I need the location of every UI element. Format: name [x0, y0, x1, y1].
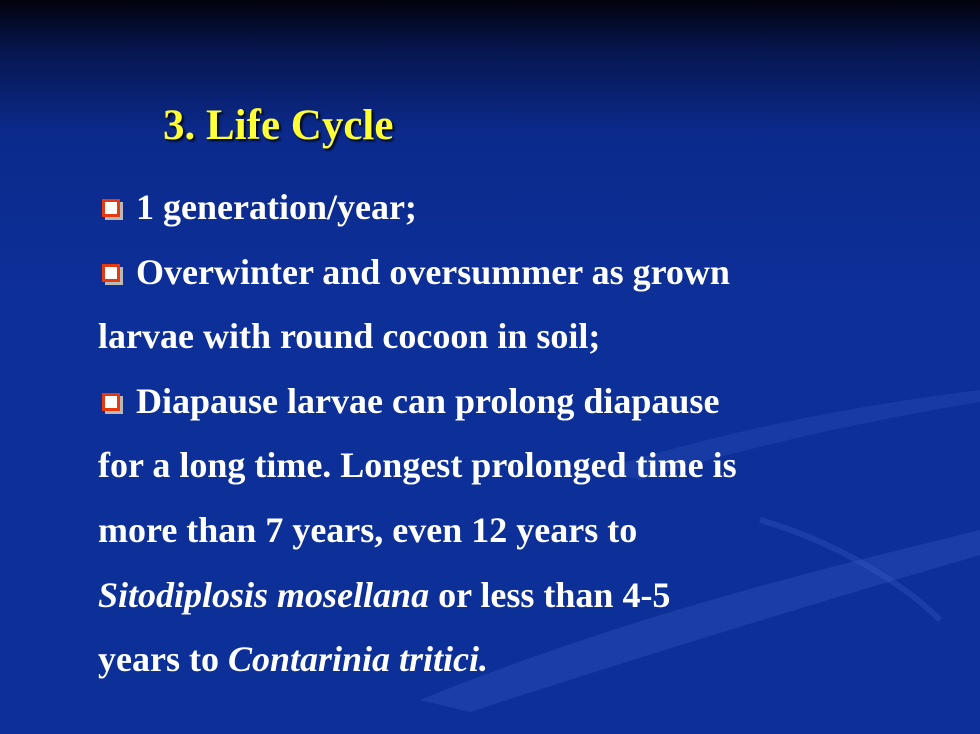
- line-text: years to: [98, 639, 228, 680]
- species-name: Sitodiplosis mosellana: [98, 574, 430, 615]
- line-text: Overwinter and oversummer as grown: [136, 251, 730, 292]
- line-text: 1 generation/year;: [136, 187, 417, 227]
- continuation-line-3: [98, 304, 938, 369]
- slide-body: [98, 175, 938, 692]
- square-bullet-icon: [102, 264, 120, 282]
- continuation-line-5: [98, 433, 938, 498]
- continuation-line-7: [98, 563, 938, 628]
- square-bullet-icon: [102, 393, 120, 411]
- continuation-line-6: [98, 498, 938, 563]
- line-text: larvae with round cocoon in soil;: [98, 316, 601, 357]
- slide-title: 3. Life Cycle: [163, 102, 394, 149]
- bullet-line-2: [98, 240, 938, 305]
- bullet-line-4: [98, 369, 938, 434]
- line-text: Diapause larvae can prolong diapause: [136, 380, 720, 421]
- line-text: for a long time. Longest prolonged time is: [98, 445, 737, 486]
- square-bullet-icon: [102, 199, 120, 217]
- line-text: more than 7 years, even 12 years to: [98, 509, 638, 550]
- bullet-line-1: [98, 175, 938, 240]
- species-name: Contarinia tritici.: [227, 639, 489, 680]
- line-text: or less than 4-5: [429, 574, 671, 615]
- continuation-line-8: [98, 627, 938, 692]
